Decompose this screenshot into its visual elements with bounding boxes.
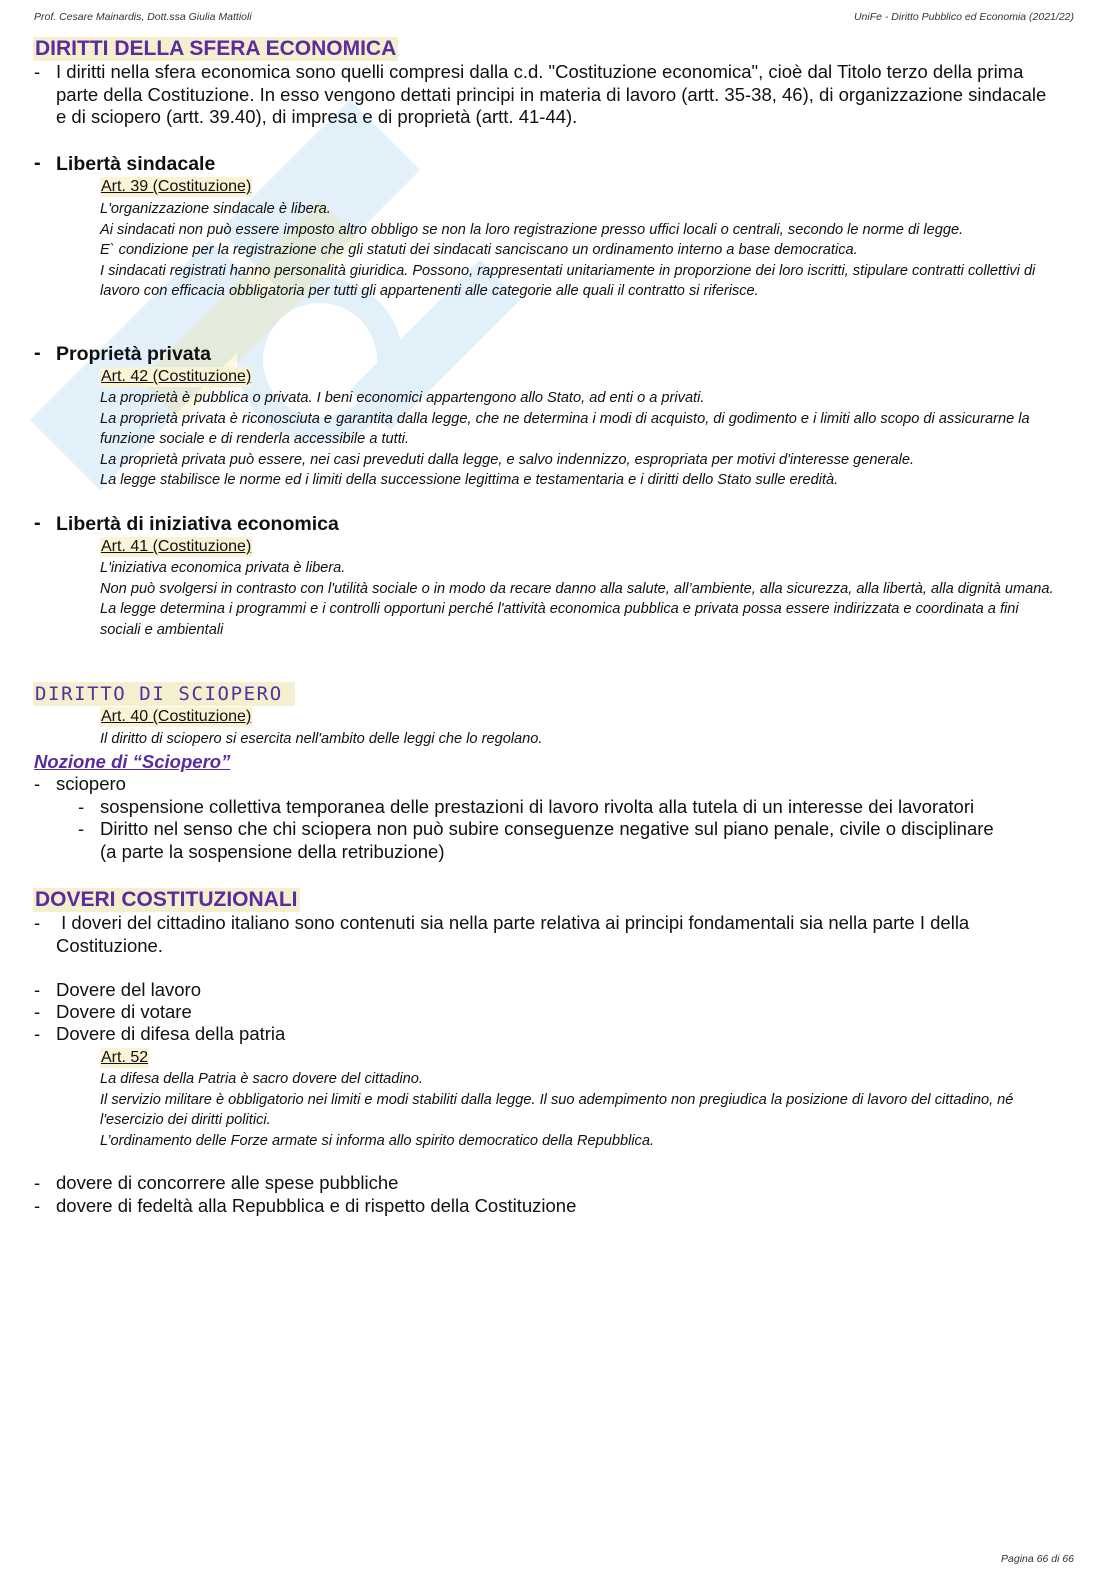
bullet-marker: - bbox=[34, 979, 41, 1000]
watermark-logo-icon bbox=[20, 60, 580, 620]
bullet-marker: - bbox=[34, 1172, 41, 1193]
bullet-marker: - bbox=[34, 1023, 41, 1044]
article-52-text: La difesa della Patria è sacro dovere del cittadino. Il servizio militare è obbligatorio nei limiti e modi stabiliti dalla legge. Il suo adempimento non pregiudica la posizione di lavoro del cittadino, né l'esercizio dei diritti politici. L’ordinamento delle Forze armate si informa allo spirito democratico della Repubblica. bbox=[100, 1071, 1014, 1149]
bullet-marker: - bbox=[34, 342, 41, 364]
article-link-41[interactable]: Art. 41 (Costituzione) bbox=[101, 538, 252, 555]
article-link-40[interactable]: Art. 40 (Costituzione) bbox=[101, 708, 252, 725]
duty-item: Dovere di difesa della patria bbox=[56, 1023, 286, 1044]
bullet-marker: - bbox=[34, 1195, 41, 1216]
duty-item: Dovere di votare bbox=[56, 1001, 192, 1022]
bullet-marker: - bbox=[34, 152, 41, 174]
article-link-52[interactable]: Art. 52 bbox=[101, 1049, 149, 1066]
heading-proprieta-privata: Proprietà privata bbox=[56, 343, 211, 365]
section-title-economic-rights: DIRITTI DELLA SFERA ECONOMICA bbox=[35, 37, 397, 60]
bullet-marker: - bbox=[34, 512, 41, 534]
heading-liberta-sindacale: Libertà sindacale bbox=[56, 153, 216, 175]
notion-subitem: Diritto nel senso che chi sciopera non può subire conseguenze negative sul piano penale, civile o disciplinare (a parte la sospensione della retribuzione) bbox=[100, 818, 994, 862]
duty-item: Dovere del lavoro bbox=[56, 979, 201, 1000]
duty-item: dovere di concorrere alle spese pubbliche bbox=[56, 1172, 399, 1193]
bullet-marker: - bbox=[78, 796, 85, 817]
article-40-text: Il diritto di sciopero si esercita nell'ambito delle leggi che lo regolano. bbox=[100, 731, 543, 747]
section-title-strike: DIRITTO DI SCIOPERO bbox=[33, 682, 295, 706]
article-41-text: L'iniziativa economica privata è libera. Non può svolgersi in contrasto con l'utilità sociale o in modo da recare danno alla salute, all’ambiente, alla sicurezza, alla libertà, alla dignità umana. La legge determina i programmi e i controlli opportuni perché l'attività economica pubblica e privata possa essere indirizzata e coordinata a fini sociali e ambientali bbox=[100, 560, 1054, 638]
header-authors: Prof. Cesare Mainardis, Dott.ssa Giulia Mattioli bbox=[34, 11, 252, 23]
section-title-duties: DOVERI COSTITUZIONALI bbox=[35, 888, 298, 911]
bullet-marker: - bbox=[34, 61, 41, 82]
header-course: UniFe - Diritto Pubblico ed Economia (2021/22) bbox=[853, 11, 1074, 23]
bullet-marker: - bbox=[78, 818, 85, 839]
bullet-marker: - bbox=[34, 1001, 41, 1022]
bullet-marker: - bbox=[34, 773, 41, 794]
notion-strike-title: Nozione di “Sciopero” bbox=[34, 751, 231, 772]
heading-iniziativa-economica: Libertà di iniziativa economica bbox=[56, 513, 339, 535]
duties-intro: I doveri del cittadino italiano sono contenuti sia nella parte relativa ai principi fondamentali sia nella parte I della Costituzione. bbox=[56, 912, 975, 956]
economic-rights-intro: I diritti nella sfera economica sono quelli compresi dalla c.d. "Costituzione economica", cioè dal Titolo terzo della prima parte della Costituzione. In esso vengono dettati principi in materia di lavoro (artt. 35-38, 46), di organizzazione sindacale e di sciopero (artt. 39.40), di impresa e di proprietà (artt. 41-44). bbox=[56, 61, 1047, 127]
bullet-marker: - bbox=[34, 912, 41, 933]
notion-item-sciopero: sciopero bbox=[56, 773, 126, 794]
article-39-text: L'organizzazione sindacale è libera. Ai sindacati non può essere imposto altro obbligo se non la loro registrazione presso uffici locali o centrali, secondo le norme di legge. E` condizione per la registrazione che gli statuti dei sindacati sanciscano un ordinamento interno a base democratica. I sindacati registrati hanno personalità giuridica. Possono, rappresentati unitariamente in proporzione dei loro iscritti, stipulare contratti collettivi di lavoro con efficacia obbligatoria per tutti gli appartenenti alle categorie alle quali il contratto si riferisce. bbox=[100, 201, 1036, 300]
article-link-39[interactable]: Art. 39 (Costituzione) bbox=[101, 178, 252, 195]
notion-subitem: sospensione collettiva temporanea delle prestazioni di lavoro rivolta alla tutela di un interesse dei lavoratori bbox=[100, 796, 975, 817]
page-number: Pagina 66 di 66 bbox=[1001, 1553, 1074, 1565]
duty-item: dovere di fedeltà alla Repubblica e di rispetto della Costituzione bbox=[56, 1195, 577, 1216]
article-42-text: La proprietà è pubblica o privata. I beni economici appartengono allo Stato, ad enti o a privati. La proprietà privata è riconosciuta e garantita dalla legge, che ne determina i modi di acquisto, di godimento e i limiti allo scopo di assicurarne la funzione sociale e di renderla accessibile a tutti. La proprietà privata può essere, nei casi preveduti dalla legge, e salvo indennizzo, espropriata per motivi d'interesse generale. La legge stabilisce le norme ed i limiti della successione legittima e testamentaria e i diritti dello Stato sulle eredità. bbox=[100, 390, 1030, 489]
article-link-42[interactable]: Art. 42 (Costituzione) bbox=[101, 368, 252, 385]
